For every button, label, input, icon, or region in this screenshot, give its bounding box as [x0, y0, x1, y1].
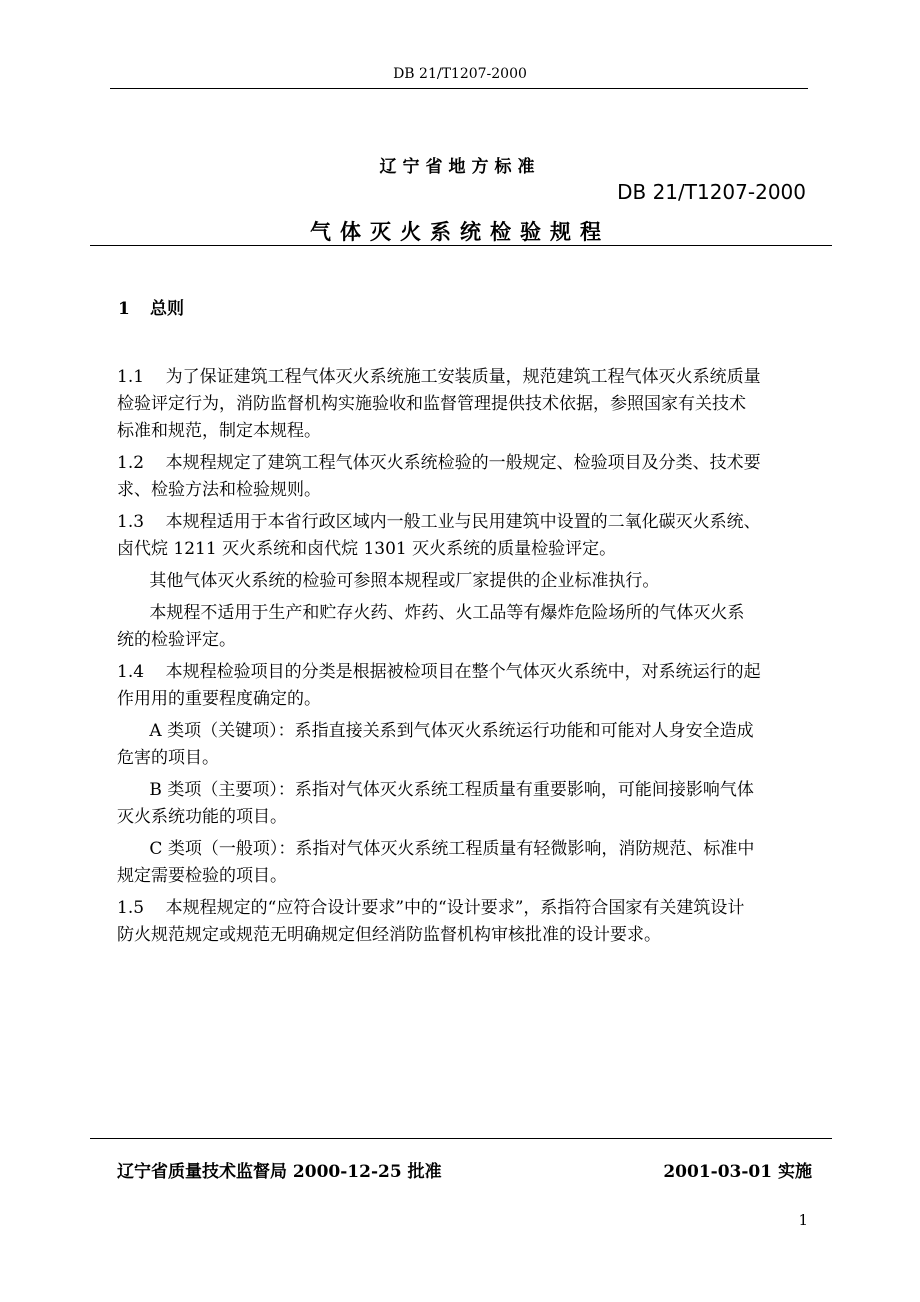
paragraph: [117, 895, 817, 949]
paragraph: [117, 600, 817, 654]
standard-code: DB 21/T1207-2000: [617, 180, 806, 204]
text-line: 求、检验方法和检验规则。: [117, 479, 321, 500]
text-line: 本规程不适用于生产和贮存火药、炸药、火工品等有爆炸危险场所的气体灭火系: [117, 602, 745, 623]
text-line: 其他气体灭火系统的检验可参照本规程或厂家提供的企业标准执行。: [117, 570, 660, 591]
paragraph: [117, 718, 817, 772]
text-line: 灭火系统功能的项目。: [117, 806, 287, 827]
header-rule: [110, 88, 808, 89]
text-line: 1.2 本规程规定了建筑工程气体灭火系统检验的一般规定、检验项目及分类、技术要: [117, 452, 761, 473]
paragraph: [117, 777, 817, 831]
issuer-title: 辽宁省地方标准: [379, 157, 541, 177]
text-line: 1.4 本规程检验项目的分类是根据被检项目在整个气体灭火系统中，对系统运行的起: [117, 661, 761, 682]
text-line: 检验评定行为，消防监督机构实施验收和监督管理提供技术依据，参照国家有关技术: [117, 393, 746, 414]
text-line: B 类项（主要项）：系指对气体灭火系统工程质量有重要影响，可能间接影响气体: [117, 779, 754, 800]
text-line: 规定需要检验的项目。: [117, 865, 287, 886]
body-text: [117, 364, 817, 949]
section-title: 总则: [150, 299, 184, 319]
text-line: 危害的项目。: [117, 747, 219, 768]
running-header-code: DB 21/T1207-2000: [393, 66, 527, 82]
footer-rule: [90, 1138, 832, 1139]
text-line: 统的检验评定。: [117, 629, 236, 650]
paragraph: [117, 836, 817, 890]
document-title: 气体灭火系统检验规程: [310, 219, 610, 244]
implementation-date: 2001-03-01 实施: [663, 1162, 812, 1182]
paragraph: [117, 509, 817, 563]
text-line: 1.3 本规程适用于本省行政区域内一般工业与民用建筑中设置的二氧化碳灭火系统、: [117, 511, 761, 532]
section-number: 1: [118, 299, 130, 319]
text-line: 防火规范规定或规范无明确规定但经消防监督机构审核批准的设计要求。: [117, 924, 661, 945]
approval-statement: 辽宁省质量技术监督局 2000-12-25 批准: [117, 1162, 442, 1182]
section-heading: [118, 294, 184, 319]
page-number: 1: [798, 1211, 808, 1229]
text-line: 1.1 为了保证建筑工程气体灭火系统施工安装质量，规范建筑工程气体灭火系统质量: [117, 367, 761, 387]
text-line: 卤代烷 1211 灭火系统和卤代烷 1301 灭火系统的质量检验评定。: [117, 538, 617, 559]
paragraph: [117, 568, 817, 595]
paragraph: [117, 659, 817, 713]
paragraph: [117, 364, 817, 445]
text-line: 作用用的重要程度确定的。: [117, 688, 321, 709]
text-line: 1.5 本规程规定的“应符合设计要求”中的“设计要求”，系指符合国家有关建筑设计: [117, 897, 745, 918]
title-rule: [90, 245, 832, 246]
text-line: C 类项（一般项）：系指对气体灭火系统工程质量有轻微影响，消防规范、标准中: [117, 838, 755, 859]
paragraph: [117, 450, 817, 504]
text-line: 标准和规范，制定本规程。: [117, 420, 321, 441]
text-line: A 类项（关键项）：系指直接关系到气体灭火系统运行功能和可能对人身安全造成: [117, 720, 754, 741]
